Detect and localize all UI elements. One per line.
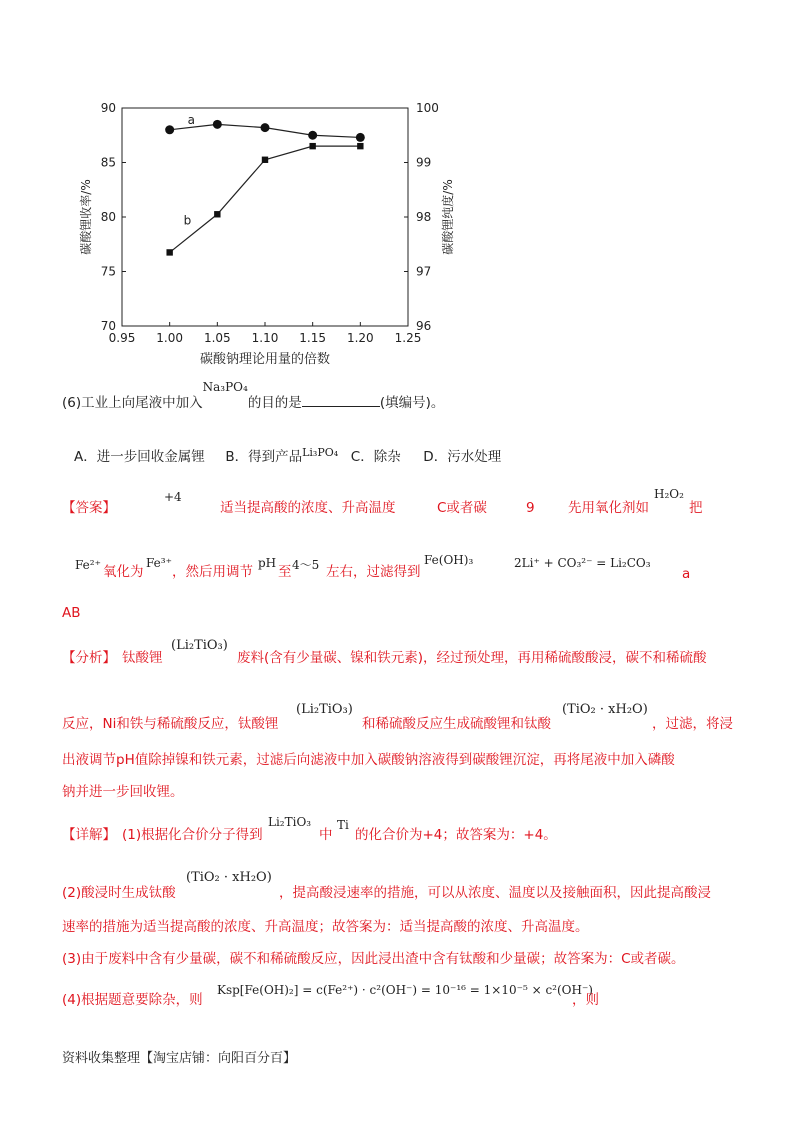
answer-ba: 把	[689, 500, 703, 516]
detail-2b: ，提高酸浸速率的措施，可以从浓度、温度以及接触面积，因此提高酸浸	[279, 885, 711, 901]
answer-to: 至	[278, 564, 292, 580]
ph-symbol: pH	[258, 556, 277, 570]
y-right-tick-label: 96	[416, 319, 432, 333]
series-b-label: b	[183, 213, 192, 228]
detail-2a: (2)酸浸时生成钛酸	[62, 885, 176, 901]
series-a-point	[165, 125, 174, 134]
plot-frame	[122, 108, 408, 326]
answer-1: +4	[164, 490, 182, 504]
y-left-tick-label: 75	[100, 264, 116, 279]
detail-1a: (1)根据化合价分子得到	[122, 827, 263, 843]
series-b-point	[357, 143, 363, 149]
li3po4-formula: Li₃PO₄	[302, 446, 339, 459]
series-b-point	[166, 249, 172, 255]
li2co3-equation: 2Li⁺ + CO₃²⁻ = Li₂CO₃	[514, 556, 651, 570]
answer-after: 左右，过滤得到	[326, 564, 421, 580]
fe2-ion: Fe²⁺	[75, 558, 101, 572]
tio2-formula-2: (TiO₂ · xH₂O)	[186, 870, 272, 885]
tio2-formula: (TiO₂ · xH₂O)	[562, 702, 648, 717]
x-tick-label: 1.00	[156, 331, 184, 345]
series-b-point	[262, 157, 268, 163]
question-6	[62, 380, 445, 413]
analysis-line1a: 钛酸锂	[122, 650, 163, 666]
series-b	[166, 143, 363, 256]
analysis-line3: 出液调节pH值除掉镍和铁元素，过滤后向滤液中加入碳酸钠溶液得到碳酸锂沉淀，再将尾液中加入磷酸	[62, 752, 675, 768]
question-suffix: 的目的是	[247, 395, 302, 411]
y-left-tick-label: 70	[100, 319, 116, 333]
li2tio3-formula: (Li₂TiO₃)	[171, 638, 228, 653]
answer-2: 适当提高酸的浓度、升高温度	[220, 500, 396, 516]
y-left-axis-label: 碳酸锂收率/%	[79, 179, 93, 255]
series-a	[165, 120, 365, 142]
question-tail: (填编号)。	[379, 395, 445, 411]
x-tick-label: 1.05	[203, 331, 231, 345]
series-a-point	[356, 133, 365, 142]
analysis-line2a: 反应，Ni和铁与稀硫酸反应，钛酸锂	[62, 716, 279, 732]
ksp-equation: Ksp[Fe(OH)₂] = c(Fe²⁺) · c²(OH⁻) = 10⁻¹⁶ = 1×10⁻⁵ × c²(OH⁻)	[217, 983, 593, 997]
option-a: A．进一步回收金属锂	[74, 449, 205, 465]
h2o2-formula: H₂O₂	[654, 487, 684, 501]
x-tick-label: 1.20	[346, 331, 374, 345]
footer-source: 资料收集整理【淘宝店铺：向阳百分百】	[62, 1051, 297, 1066]
question-prefix: (6)工业上向尾液中加入	[62, 395, 203, 411]
ti-symbol: Ti	[337, 818, 349, 832]
detail-1b: 中	[319, 827, 333, 843]
x-tick-label: 0.95	[108, 331, 136, 345]
detail-3: (3)由于废料中含有少量碳，碳不和稀硫酸反应，因此浸出渣中含有钛酸和少量碳；故答案为：C或者碳。	[62, 951, 685, 967]
y-right-axis-label: 碳酸锂纯度/%	[441, 179, 455, 255]
option-b: B．得到产品	[225, 449, 303, 465]
y-right-tick-label: 99	[416, 155, 432, 170]
series-b-point	[309, 143, 315, 149]
na3po4-formula: Na₃PO₄	[202, 380, 248, 394]
x-tick-label: 1.25	[394, 331, 422, 345]
fe3-ion: Fe³⁺	[146, 556, 172, 570]
li2tio3-formula-2: (Li₂TiO₃)	[296, 702, 353, 717]
detail-2c: 速率的措施为适当提高酸的浓度、升高温度；故答案为：适当提高酸的浓度、升高温度。	[62, 919, 589, 935]
detail-tag: 【详解】	[62, 827, 116, 843]
analysis-line2b: 和稀硫酸反应生成硫酸锂和钛酸	[362, 716, 551, 732]
y-right-tick-label: 98	[416, 210, 432, 224]
answer-a: a	[682, 566, 691, 582]
y-left-tick-label: 90	[100, 101, 116, 115]
x-axis-label: 碳酸钠理论用量的倍数	[199, 352, 331, 367]
y-right-tick-label: 97	[416, 264, 432, 279]
answer-4: 9	[526, 500, 535, 516]
question-options	[74, 447, 501, 468]
option-d: D．污水处理	[423, 449, 502, 465]
detail-4b: ，则	[572, 992, 599, 1008]
y-left-tick-label: 80	[100, 210, 116, 224]
series-a-point	[308, 131, 317, 140]
x-tick-label: 1.15	[299, 331, 327, 345]
analysis-line1b: 废料(含有少量碳、镍和铁元素)，经过预处理，再用稀硫酸酸浸，碳不和稀硫酸	[237, 650, 707, 666]
series-a-point	[213, 120, 222, 129]
answer-ab: AB	[62, 605, 81, 621]
ph-range: 4～5	[292, 558, 320, 572]
analysis-tag: 【分析】	[62, 650, 116, 666]
answer-tag: 【答案】	[62, 500, 116, 516]
x-tick-label: 1.10	[251, 331, 279, 345]
answer-5: 先用氧化剂如	[568, 500, 649, 516]
feoh3-formula: Fe(OH)₃	[424, 553, 474, 567]
y-left-tick-label: 85	[100, 155, 116, 170]
series-b-point	[214, 211, 220, 217]
answer-blank[interactable]	[302, 393, 380, 407]
series-a-label: a	[187, 112, 196, 127]
answer-oxto: 氧化为	[103, 564, 144, 580]
yield-purity-chart	[60, 95, 460, 375]
li2tio3-formula-3: Li₂TiO₃	[268, 815, 312, 829]
detail-1c: 的化合价为+4；故答案为：+4。	[355, 827, 557, 843]
analysis-line4: 钠并进一步回收锂。	[62, 784, 184, 800]
option-c: C．除杂	[350, 449, 401, 465]
series-a-point	[261, 123, 270, 132]
answer-then: ，然后用调节	[172, 564, 253, 580]
detail-4a: (4)根据题意要除杂，则	[62, 992, 203, 1008]
y-right-axis-ticks	[404, 101, 439, 333]
answer-3: C或者碳	[437, 500, 487, 516]
x-axis-ticks	[109, 322, 422, 345]
analysis-line2c: ，过滤，将浸	[652, 716, 733, 732]
y-right-tick-label: 100	[416, 101, 439, 115]
